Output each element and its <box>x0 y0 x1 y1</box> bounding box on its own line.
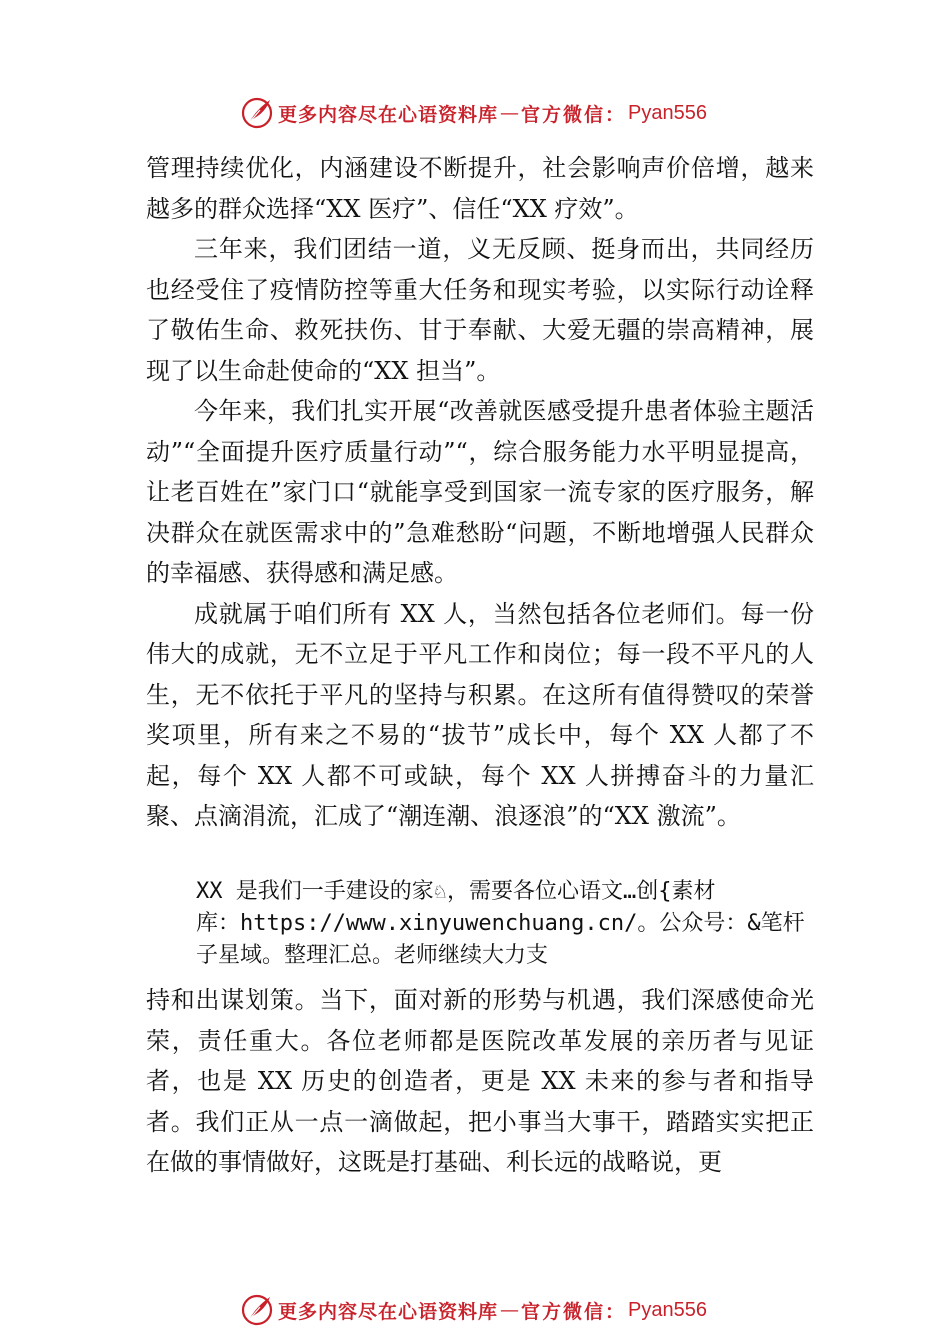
quill-logo-icon <box>240 1293 274 1327</box>
banner-weixin-label: 官方微信： <box>521 103 627 126</box>
paragraph-4: 成就属于咱们所有 XX 人，当然包括各位老师们。每一份伟大的成就，无不立足于平凡工作和岗位；每一段不平凡的人生，无不依托于平凡的坚持与积累。在这所有值得赞叹的荣誉奖项里，所有来之不易的“拔节”成长中，每个 XX 人都了不起，每个 XX 人都不可或缺，每个 XX 人拼搏奋斗的力量汇聚、点滴涓流，汇成了“潮连潮、浪逐浪”的“XX 激流”。 <box>146 599 814 830</box>
ad-line-3: 子星域。整理汇总。老师继续大力支 <box>196 943 549 968</box>
body-text-continued <box>146 980 814 1183</box>
ad-line-1: XX 是我们一手建设的家♘，需要各位心语文…创{素材 <box>196 879 716 904</box>
banner-weixin-id: Pyan556 <box>628 101 707 124</box>
ad-insert-block <box>196 876 856 972</box>
paragraph-2: 三年来，我们团结一道，义无反顾、挺身而出，共同经历也经受住了疫情防控等重大任务和现实考验，以实际行动诠释了敬佑生命、救死扶伤、甘于奉献、大爱无疆的崇高精神，展现了以生命赴使命的“XX 担当”。 <box>146 235 814 385</box>
ad-line-2: 库：https://www.xinyuwenchuang.cn/。公众号：&笔杆 <box>196 911 805 936</box>
banner-dash: — <box>500 1299 520 1321</box>
paragraph-5: 持和出谋划策。当下，面对新的形势与机遇，我们深感使命光荣，责任重大。各位老师都是医院改革发展的亲历者与见证者，也是 XX 历史的创造者，更是 XX 未来的参与者和指导者。我们正从一点一滴做起，把小事当大事干，踏踏实实把正在做的事情做好，这既是打基础、利长远的战略说，更 <box>146 986 814 1176</box>
banner-main-text: 更多内容尽在心语资料库 <box>278 103 499 126</box>
quill-logo-icon <box>240 96 274 130</box>
body-text-main <box>146 148 814 837</box>
paragraph-3: 今年来，我们扎实开展“改善就医感受提升患者体验主题活动”“全面提升医疗质量行动”“，综合服务能力水平明显提高，让老百姓在”家门口“就能享受到国家一流专家的医疗服务，解决群众在就医需求中的”急难愁盼“问题，不断地增强人民群众的幸福感、获得感和满足感。 <box>146 397 814 587</box>
header-banner[interactable] <box>240 95 707 131</box>
paragraph-1: 管理持续优化，内涵建设不断提升，社会影响声价倍增，越来越多的群众选择“XX 医疗”、信任“XX 疗效”。 <box>146 154 814 223</box>
footer-banner[interactable] <box>240 1292 707 1328</box>
banner-weixin-label: 官方微信： <box>521 1300 627 1323</box>
banner-weixin-id: Pyan556 <box>628 1298 707 1321</box>
banner-main-text: 更多内容尽在心语资料库 <box>278 1300 499 1323</box>
banner-dash: — <box>500 102 520 124</box>
